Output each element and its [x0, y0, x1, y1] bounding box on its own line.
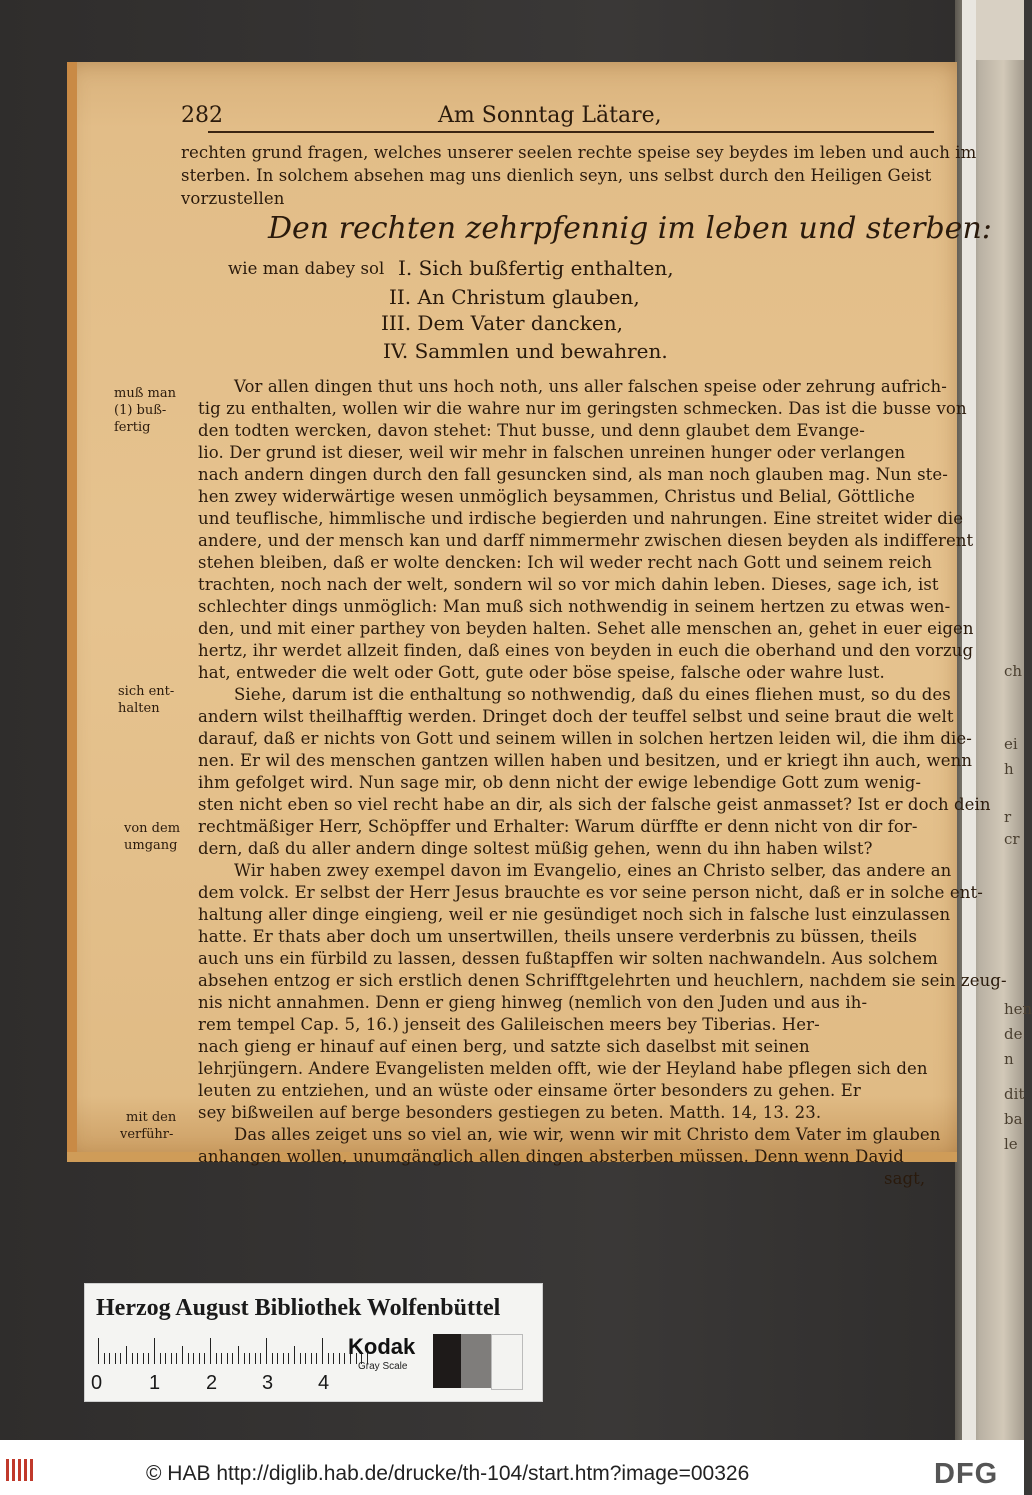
- header-rule: [208, 131, 934, 133]
- margin-note: sich ent-: [118, 684, 175, 699]
- margin-note: (1) buß-: [114, 403, 167, 418]
- ruler-tick: [238, 1346, 239, 1364]
- body-line: hertz, ihr werdet allzeit finden, daß eines von beyden in euch die oberhand und den vorzug: [198, 641, 974, 660]
- margin-note: verführ-: [120, 1127, 174, 1142]
- gray-swatch-black: [433, 1334, 461, 1388]
- kodak-logo: Kodak: [348, 1334, 416, 1359]
- source-link[interactable]: © HAB http://diglib.hab.de/drucke/th-104/start.htm?image=00326: [146, 1462, 750, 1485]
- body-line: auch uns ein fürbild zu lassen, dessen fußtapffen wir solten nachwandeln. Aus solchem: [198, 949, 938, 968]
- ruler-tick: [210, 1338, 211, 1364]
- ruler-tick: [316, 1353, 317, 1364]
- edge-fragment: le: [1004, 1135, 1018, 1153]
- edge-fragment: ch: [1004, 662, 1023, 680]
- intro-line: sterben. In solchem absehen mag uns dienlich seyn, uns selbst durch den Heiligen Geist: [181, 166, 932, 185]
- ruler-tick: [193, 1353, 194, 1364]
- edge-fragment: ba: [1004, 1110, 1023, 1128]
- ruler-tick: [322, 1338, 323, 1364]
- page-number: 282: [181, 103, 223, 128]
- ruler-tick: [249, 1353, 250, 1364]
- ruler-tick: [148, 1353, 149, 1364]
- body-line: Das alles zeiget uns so viel an, wie wir, wenn wir mit Christo dem Vater im glauben: [234, 1125, 941, 1144]
- ruler-tick: [176, 1353, 177, 1364]
- gray-scale-label: Gray Scale: [358, 1361, 408, 1372]
- gray-swatch-mid: [461, 1334, 491, 1388]
- intro-line: vorzustellen: [181, 189, 285, 208]
- ruler-tick: [260, 1353, 261, 1364]
- body-line: rechtmäßiger Herr, Schöpffer und Erhalter: Warum dürffte er denn nicht von dir for-: [198, 817, 918, 836]
- page-left-edge: [67, 62, 77, 1162]
- body-line: lio. Der grund ist dieser, weil wir mehr in falschen unreinen hunger oder verlangen: [198, 443, 906, 462]
- edge-fragment: r: [1004, 808, 1012, 826]
- edge-fragment: n: [1004, 1050, 1014, 1068]
- ruler-tick: [344, 1353, 345, 1364]
- ruler-tick: [132, 1353, 133, 1364]
- ruler-tick: [277, 1353, 278, 1364]
- body-line: sten nicht eben so viel recht habe an dir, als sich der falsche geist anmasset? Ist er doch dein: [198, 795, 991, 814]
- ruler-tick: [126, 1346, 127, 1364]
- body-line: nis nicht annahmen. Denn er gieng hinweg (nemlich von den Juden und aus ih-: [198, 993, 868, 1012]
- body-line: nen. Er wil des menschen gantzen willen haben und besitzen, und er kriegt ihn auch, wenn: [198, 751, 973, 770]
- ruler-tick: [305, 1353, 306, 1364]
- institution-name: Herzog August Bibliothek Wolfenbüttel: [96, 1295, 501, 1321]
- list-item: I. Sich bußfertig enthalten,: [398, 256, 674, 280]
- list-item: IV. Sammlen und bewahren.: [383, 339, 668, 363]
- dfg-logo: DFG: [934, 1458, 999, 1490]
- ruler-tick: [137, 1353, 138, 1364]
- body-line: den, und mit einer parthey von beyden halten. Sehet alle menschen an, gehet in euer eigen: [198, 619, 974, 638]
- body-line: haltung aller dinge eingieng, weil er nie gesündiget noch sich in falsche lust einzulassen: [198, 905, 951, 924]
- body-line: andere, und der mensch kan und darff nimmermehr zwischen diesen beyden als indifferent: [198, 531, 974, 550]
- ruler-tick: [98, 1338, 99, 1364]
- ruler-tick: [266, 1338, 267, 1364]
- ruler-tick: [227, 1353, 228, 1364]
- body-line: anhangen wollen, unumgänglich allen dingen absterben müssen. Denn wenn David: [198, 1147, 904, 1166]
- body-line: andern wilst theilhafftig werden. Dringet doch der teuffel selbst und seine braut die welt: [198, 707, 954, 726]
- ruler-number: 0: [91, 1372, 103, 1394]
- ruler-tick: [328, 1353, 329, 1364]
- body-line: rem tempel Cap. 5, 16.) jenseit des Galileischen meers bey Tiberias. Her-: [198, 1015, 820, 1034]
- ruler-number: 2: [206, 1372, 218, 1394]
- ruler-number: 3: [262, 1372, 274, 1394]
- ruler-tick: [232, 1353, 233, 1364]
- body-line: trachten, noch nach der welt, sondern wil so vor mich dahin leben. Dieses, sage ich, ist: [198, 575, 939, 594]
- body-line: leuten zu entziehen, und an wüste oder einsame örter besonders zu gehen. Er: [198, 1081, 861, 1100]
- ruler-tick: [333, 1353, 334, 1364]
- ruler-tick: [272, 1353, 273, 1364]
- ruler-tick: [171, 1353, 172, 1364]
- ruler-tick: [204, 1353, 205, 1364]
- edge-fragment: ei: [1004, 735, 1018, 753]
- ruler-tick: [339, 1353, 340, 1364]
- body-line: Siehe, darum ist die enthaltung so nothwendig, daß du eines fliehen must, so du des: [234, 685, 951, 704]
- body-line: hatte. Er thats aber doch um unsertwillen, theils unsere verderbnis zu büssen, theils: [198, 927, 918, 946]
- ruler-tick: [311, 1353, 312, 1364]
- ruler-tick: [199, 1353, 200, 1364]
- ruler-number: 4: [318, 1372, 330, 1394]
- body-line: stehen bleiben, daß er wolte dencken: Ich wil weder recht nach Gott und seinem reich: [198, 553, 932, 572]
- ruler-tick: [300, 1353, 301, 1364]
- ruler-tick: [244, 1353, 245, 1364]
- edge-fragment: de: [1004, 1025, 1023, 1043]
- ruler-tick: [294, 1346, 295, 1364]
- body-line: und teuflische, himmlische und irdische begierden und nahrungen. Eine streitet wider die: [198, 509, 964, 528]
- body-line: Vor allen dingen thut uns hoch noth, uns aller falschen speise oder zehrung aufrich-: [234, 377, 947, 396]
- body-line: sey bißweilen auf berge besonders gestiegen zu beten. Matth. 14, 13. 23.: [198, 1103, 822, 1122]
- ruler-tick: [154, 1338, 155, 1364]
- body-line: Wir haben zwey exempel davon im Evangelio, eines an Christo selber, das andere an: [234, 861, 952, 880]
- edge-fragment: hen: [1004, 1000, 1032, 1018]
- margin-note: mit den: [126, 1110, 177, 1125]
- list-item: III. Dem Vater dancken,: [381, 311, 623, 335]
- body-line: absehen entzog er sich erstlich denen Schrifftgelehrten und heuchlern, nachdem sie sein zeug-: [198, 971, 1007, 990]
- ruler-tick: [288, 1353, 289, 1364]
- ruler-tick: [109, 1353, 110, 1364]
- ruler-tick: [165, 1353, 166, 1364]
- ruler-tick: [182, 1346, 183, 1364]
- ruler-tick: [143, 1353, 144, 1364]
- list-item: II. An Christum glauben,: [389, 285, 640, 309]
- body-line: sagt,: [884, 1169, 926, 1188]
- ruler-tick: [104, 1353, 105, 1364]
- margin-note: muß man: [114, 386, 176, 401]
- margin-note: fertig: [114, 420, 151, 435]
- ruler-tick: [115, 1353, 116, 1364]
- ruler-tick: [188, 1353, 189, 1364]
- ruler-number: 1: [149, 1372, 161, 1394]
- body-line: lehrjüngern. Andere Evangelisten melden offt, wie der Heyland habe pflegen sich den: [198, 1059, 928, 1078]
- running-head: Am Sonntag Lätare,: [438, 103, 662, 128]
- ruler-tick: [221, 1353, 222, 1364]
- intro-line: rechten grund fragen, welches unserer seelen rechte speise sey beydes im leben und auch im: [181, 143, 977, 162]
- ruler-tick: [160, 1353, 161, 1364]
- ruler-tick: [283, 1353, 284, 1364]
- body-line: darauf, daß er nichts von Gott und seinem willen in solchen hertzen leiden wil, die ihm die-: [198, 729, 972, 748]
- section-title: Den rechten zehrpfennig im leben und sterben:: [268, 211, 992, 246]
- ruler-tick: [120, 1353, 121, 1364]
- body-line: dern, daß du aller andern dinge soltest müßig gehen, wenn du ihn haben wilst?: [198, 839, 873, 858]
- margin-note: halten: [118, 701, 160, 716]
- body-line: tig zu enthalten, wollen wir die wahre nur im geringsten schmecken. Das ist die busse von: [198, 399, 967, 418]
- body-line: hat, entweder die welt oder Gott, gute oder böse speise, falsche oder wahre lust.: [198, 663, 885, 682]
- ruler-tick: [216, 1353, 217, 1364]
- facing-page-fragments: [1004, 0, 1032, 1440]
- margin-note: von dem: [124, 821, 181, 836]
- body-line: nach andern dingen durch den fall gesuncken sind, als man noch glauben mag. Nun ste-: [198, 465, 948, 484]
- gray-swatch-white: [491, 1334, 523, 1390]
- body-line: den todten wercken, davon stehet: Thut busse, und denn glaubet dem Evange-: [198, 421, 865, 440]
- body-line: dem volck. Er selbst der Herr Jesus brauchte es vor seine person nicht, daß er in solche ent-: [198, 883, 983, 902]
- body-line: nach gieng er hinauf auf einen berg, und satzte sich daselbst mit seinen: [198, 1037, 810, 1056]
- edge-fragment: dit: [1004, 1085, 1025, 1103]
- body-line: hen zwey widerwärtige wesen unmöglich beysammen, Christus und Belial, Göttliche: [198, 487, 915, 506]
- hab-barcode-icon: [6, 1459, 38, 1481]
- margin-note: umgang: [124, 838, 178, 853]
- ruler-tick: [255, 1353, 256, 1364]
- list-lead: wie man dabey sol: [228, 259, 385, 278]
- body-line: ihm gefolget wird. Nun sage mir, ob denn nicht der ewige lebendige Gott zum wenig-: [198, 773, 922, 792]
- edge-fragment: cr: [1004, 830, 1020, 848]
- edge-fragment: h: [1004, 760, 1014, 778]
- body-line: schlechter dings unmöglich: Man muß sich nothwendig in seinem hertzen zu etwas wen-: [198, 597, 951, 616]
